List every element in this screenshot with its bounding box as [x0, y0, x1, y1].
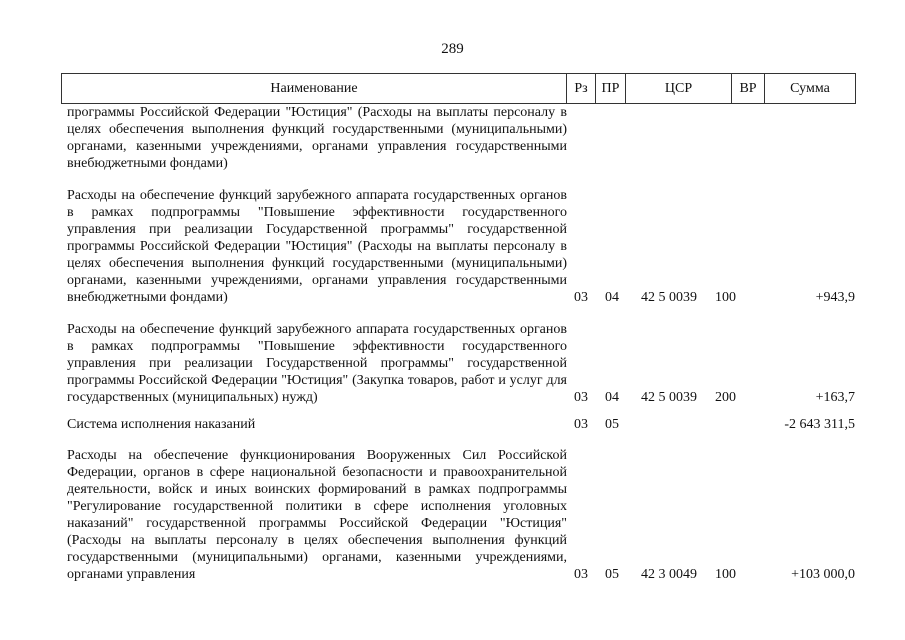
table-row — [61, 447, 856, 583]
row-codes — [61, 566, 856, 583]
row-codes — [61, 289, 856, 306]
row-vr: 200 — [715, 390, 736, 405]
row-sum: +103 000,0 — [791, 567, 855, 582]
row-rz: 03 — [574, 290, 588, 305]
header-csr: ЦСР — [626, 74, 732, 103]
row-vr: 100 — [715, 290, 736, 305]
row-description: Расходы на обеспечение функционирования Вооруженных Сил Российской Федерации, органов в сфере национальной безопасности и правоохранительной деятельности, войск и иных воинских формирований в рамках подпрограммы "Регулирование государственной политики в сфере исполнения уголовных наказаний" государственной программы Российской Федерации "Юстиция" (Расходы на выплаты персоналу в целях обеспечения выполнения функций государственными (муниципальными) органами, казенными учреждениями, органами управления — [67, 448, 567, 582]
header-rz: Рз — [567, 74, 596, 103]
row-rz: 03 — [574, 567, 588, 582]
row-pr: 05 — [605, 567, 619, 582]
row-csr: 42 5 0039 — [641, 290, 697, 305]
row-codes — [61, 389, 856, 406]
row-sum: +943,9 — [815, 290, 855, 305]
row-vr: 100 — [715, 567, 736, 582]
table-row — [61, 321, 856, 406]
row-codes — [61, 416, 856, 433]
table-body — [61, 104, 856, 583]
row-pr: 05 — [605, 417, 619, 432]
header-vr: ВР — [732, 74, 765, 103]
row-csr: 42 5 0039 — [641, 390, 697, 405]
row-rz: 03 — [574, 417, 588, 432]
table-row — [61, 104, 856, 172]
table-row — [61, 187, 856, 306]
table-header — [61, 73, 856, 104]
row-description: Расходы на обеспечение функций зарубежного аппарата государственных органов в рамках подпрограммы "Повышение эффективности государственного управления при реализации Государственной программы" государственной программы Российской Федерации "Юстиция" (Закупка товаров, работ и услуг для государственных (муниципальных) нужд) — [67, 322, 567, 405]
header-name: Наименование — [62, 74, 567, 103]
row-pr: 04 — [605, 290, 619, 305]
header-sum: Сумма — [790, 80, 830, 96]
row-csr: 42 3 0049 — [641, 567, 697, 582]
row-sum: +163,7 — [815, 390, 855, 405]
row-description: программы Российской Федерации "Юстиция" (Расходы на выплаты персоналу в целях обеспечения выполнения функций государственными (муниципальными) органами, казенными учреждениями, органами управления государственными внебюджетными фондами) — [67, 105, 567, 171]
header-pr: ПР — [596, 74, 626, 103]
row-sum: -2 643 311,5 — [784, 417, 855, 432]
row-description: Расходы на обеспечение функций зарубежного аппарата государственных органов в рамках подпрограммы "Повышение эффективности государственного управления при реализации Государственной программы" государственной программы Российской Федерации "Юстиция" (Расходы на выплаты персоналу в целях обеспечения выполнения функций государственными (муниципальными) органами, казенными учреждениями, органами управления государственными внебюджетными фондами) — [67, 188, 567, 305]
table-row — [61, 416, 856, 433]
row-pr: 04 — [605, 390, 619, 405]
page-number: 289 — [441, 41, 464, 57]
row-description: Система исполнения наказаний — [67, 417, 256, 432]
row-rz: 03 — [574, 390, 588, 405]
